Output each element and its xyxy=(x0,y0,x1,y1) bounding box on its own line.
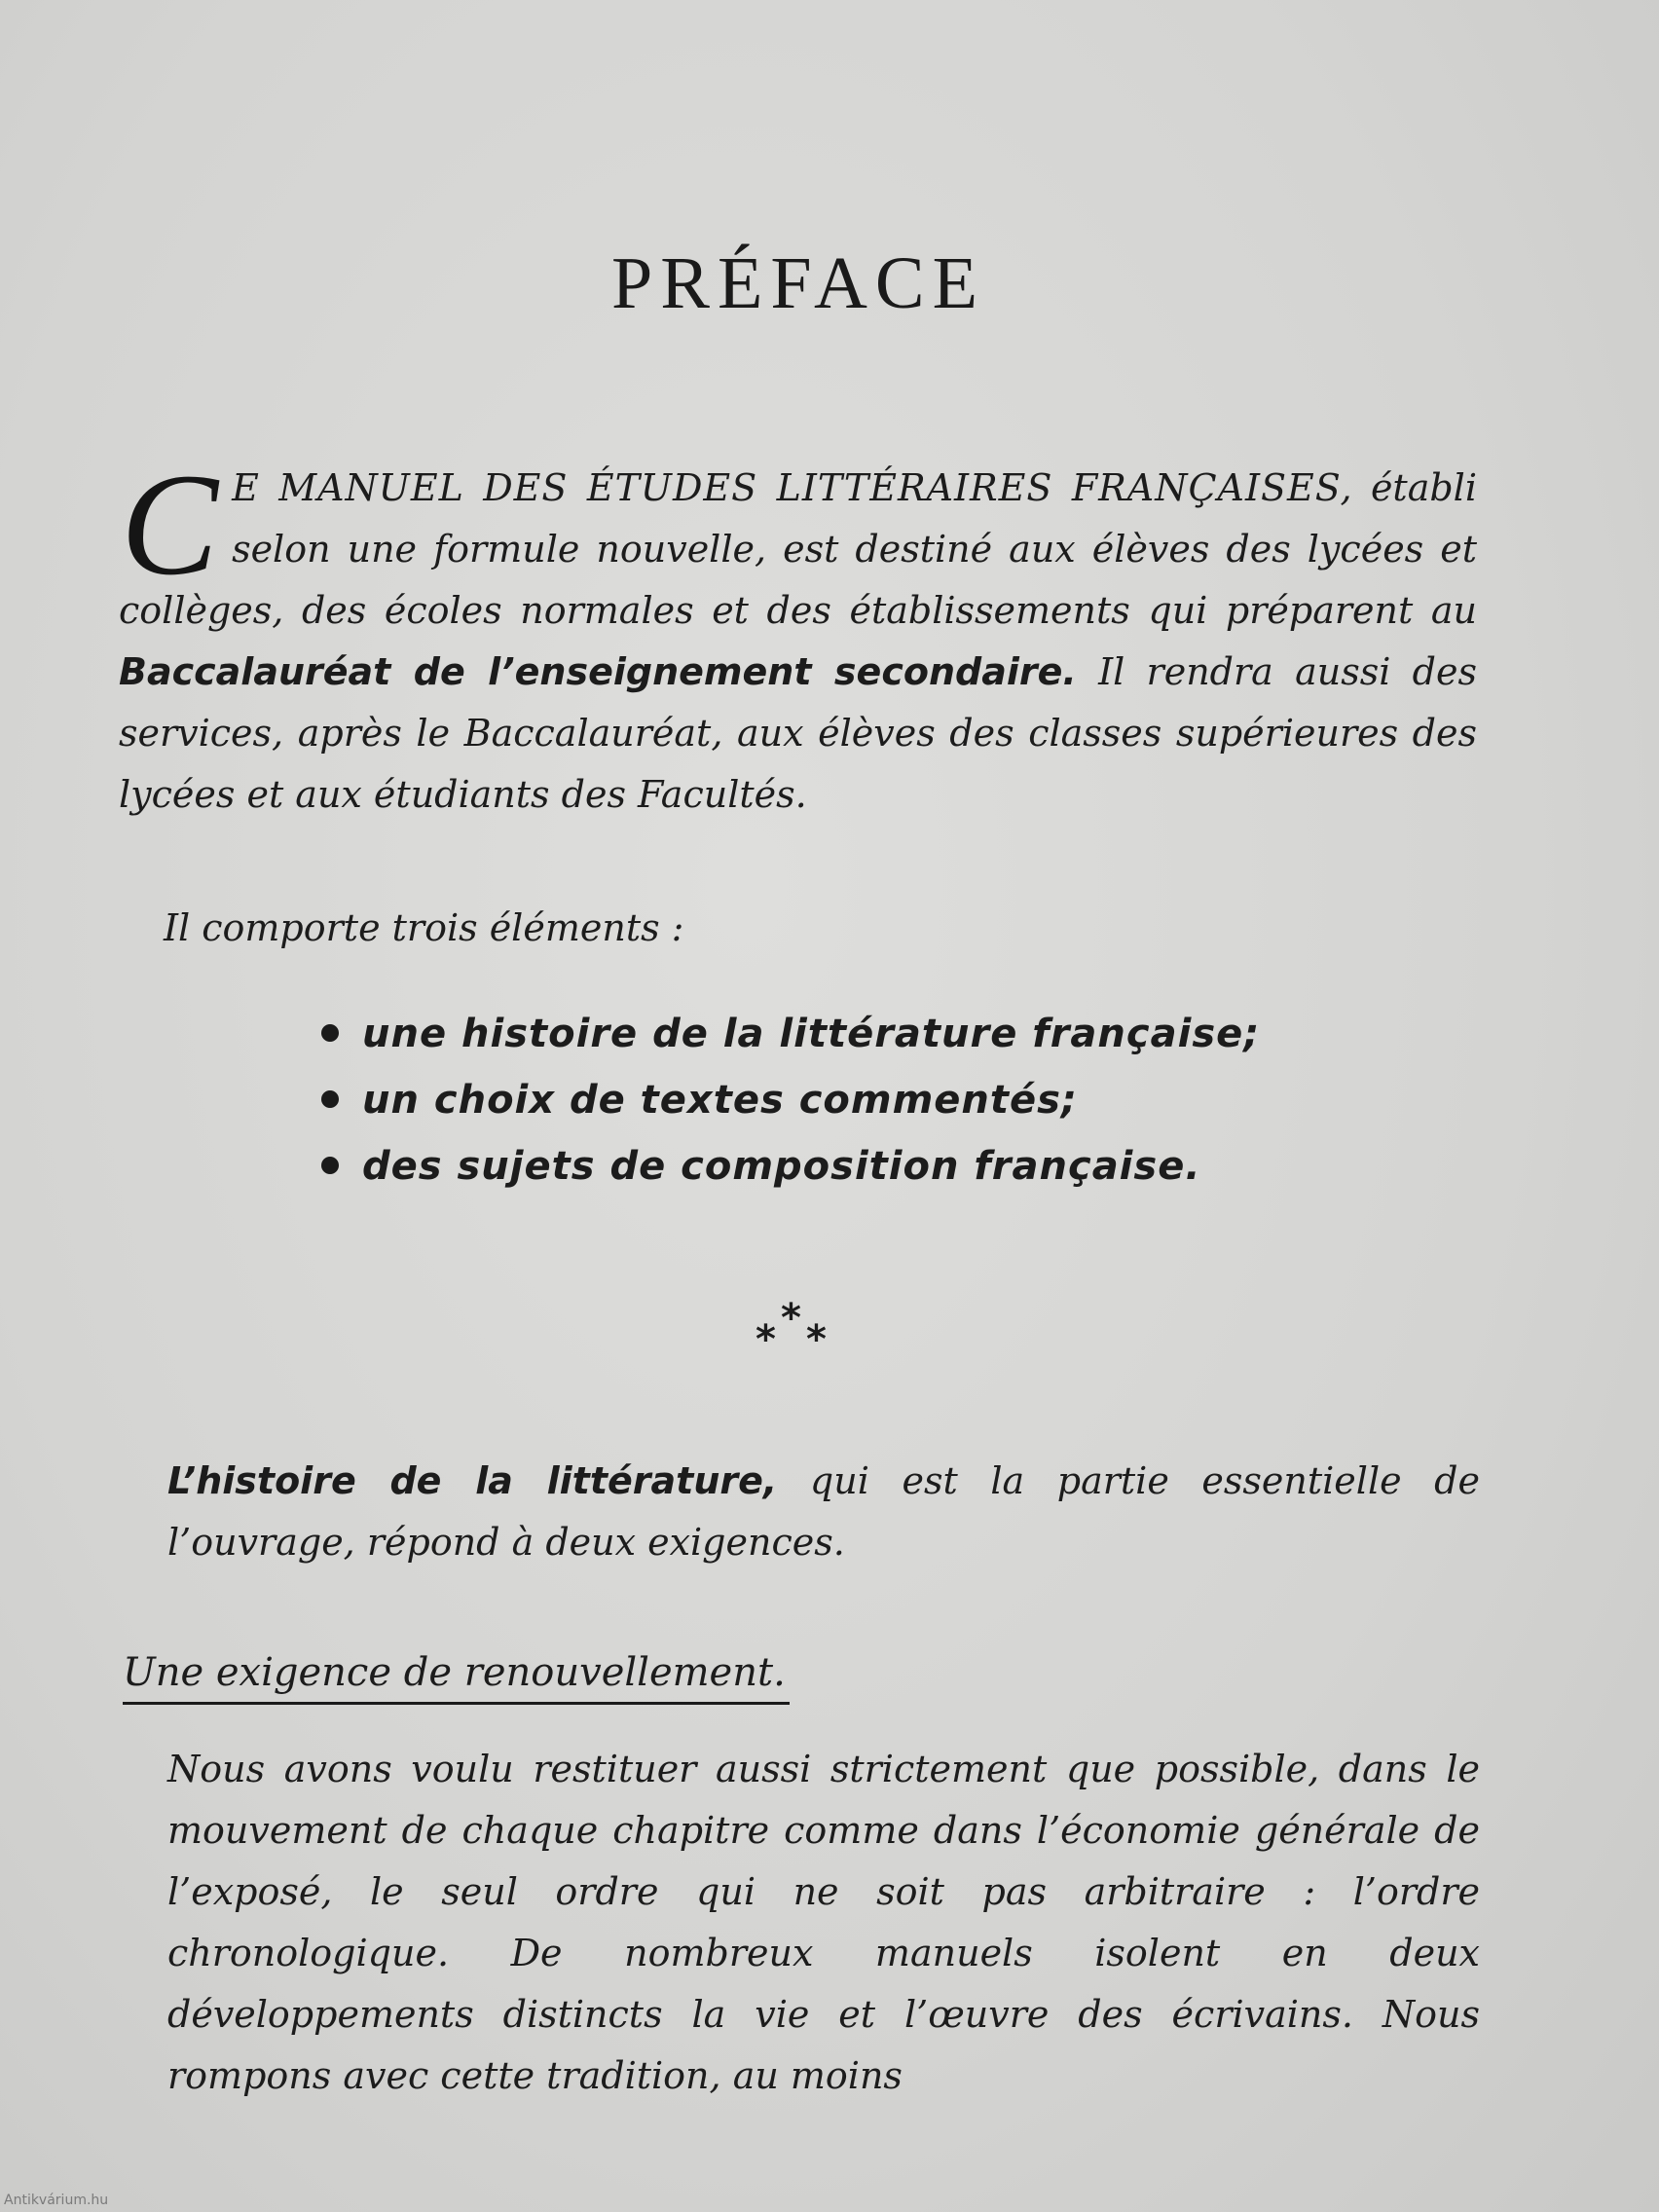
asterism-divider xyxy=(752,1293,849,1362)
list-item-text: une histoire de la littérature française; xyxy=(362,1012,1261,1056)
drop-cap: C xyxy=(121,444,219,606)
asterisk-icon: * xyxy=(756,1317,776,1362)
section-subheading: Une exigence de renouvellement. xyxy=(123,1643,790,1705)
list-item xyxy=(321,1133,1260,1199)
histoire-text: qui est la partie essentielle de l’ouvrage, répond à deux exigences. xyxy=(167,1459,1480,1564)
intro-bold: Baccalauréat de l’enseignement secondaire. xyxy=(119,650,1077,693)
comporte-line: Il comporte trois éléments : xyxy=(164,906,684,949)
intro-text-1: établi selon une formule nouvelle, est destiné aux élèves des lycées et collèges, des écoles normales et des établissements qui préparent au xyxy=(119,466,1477,632)
list-item xyxy=(321,1067,1260,1133)
list-item-text: un choix de textes commentés; xyxy=(362,1078,1078,1123)
intro-paragraph xyxy=(119,444,1477,826)
renouvellement-paragraph xyxy=(123,1739,1480,2107)
asterisk-icon: * xyxy=(781,1296,801,1341)
histoire-paragraph xyxy=(119,1451,1480,1573)
bullet-icon xyxy=(321,1024,339,1042)
bullet-icon xyxy=(321,1090,339,1108)
histoire-bold: L’histoire de la littérature, xyxy=(167,1459,778,1502)
renouvellement-text: Nous avons voulu restituer aussi strictement que possible, dans le mouvement de chaque chapitre comme dans l’économie générale de l’exposé, le seul ordre qui ne soit pas arbitraire : l’ordre chronologique. De nombreux manuels isolent en deux développements distincts la vie et l’œuvre des écrivains. Nous rompons avec cette tradition, au moins xyxy=(167,1748,1480,2097)
elements-list xyxy=(321,1001,1260,1199)
asterisk-icon: * xyxy=(806,1317,827,1362)
intro-caps: E MANUEL DES ÉTUDES LITTÉRAIRES FRANÇAISES, xyxy=(232,466,1353,509)
list-item xyxy=(321,1001,1260,1067)
list-item-text: des sujets de composition française. xyxy=(362,1144,1201,1189)
page-title: PRÉFACE xyxy=(610,242,985,324)
intro-text-2: Il rendra aussi des services, après le Baccalauréat, aux élèves des classes supérieures des lycées et aux étudiants des Facultés. xyxy=(119,650,1477,816)
bullet-icon xyxy=(321,1157,339,1174)
watermark: Antikvárium.hu xyxy=(4,2193,109,2208)
